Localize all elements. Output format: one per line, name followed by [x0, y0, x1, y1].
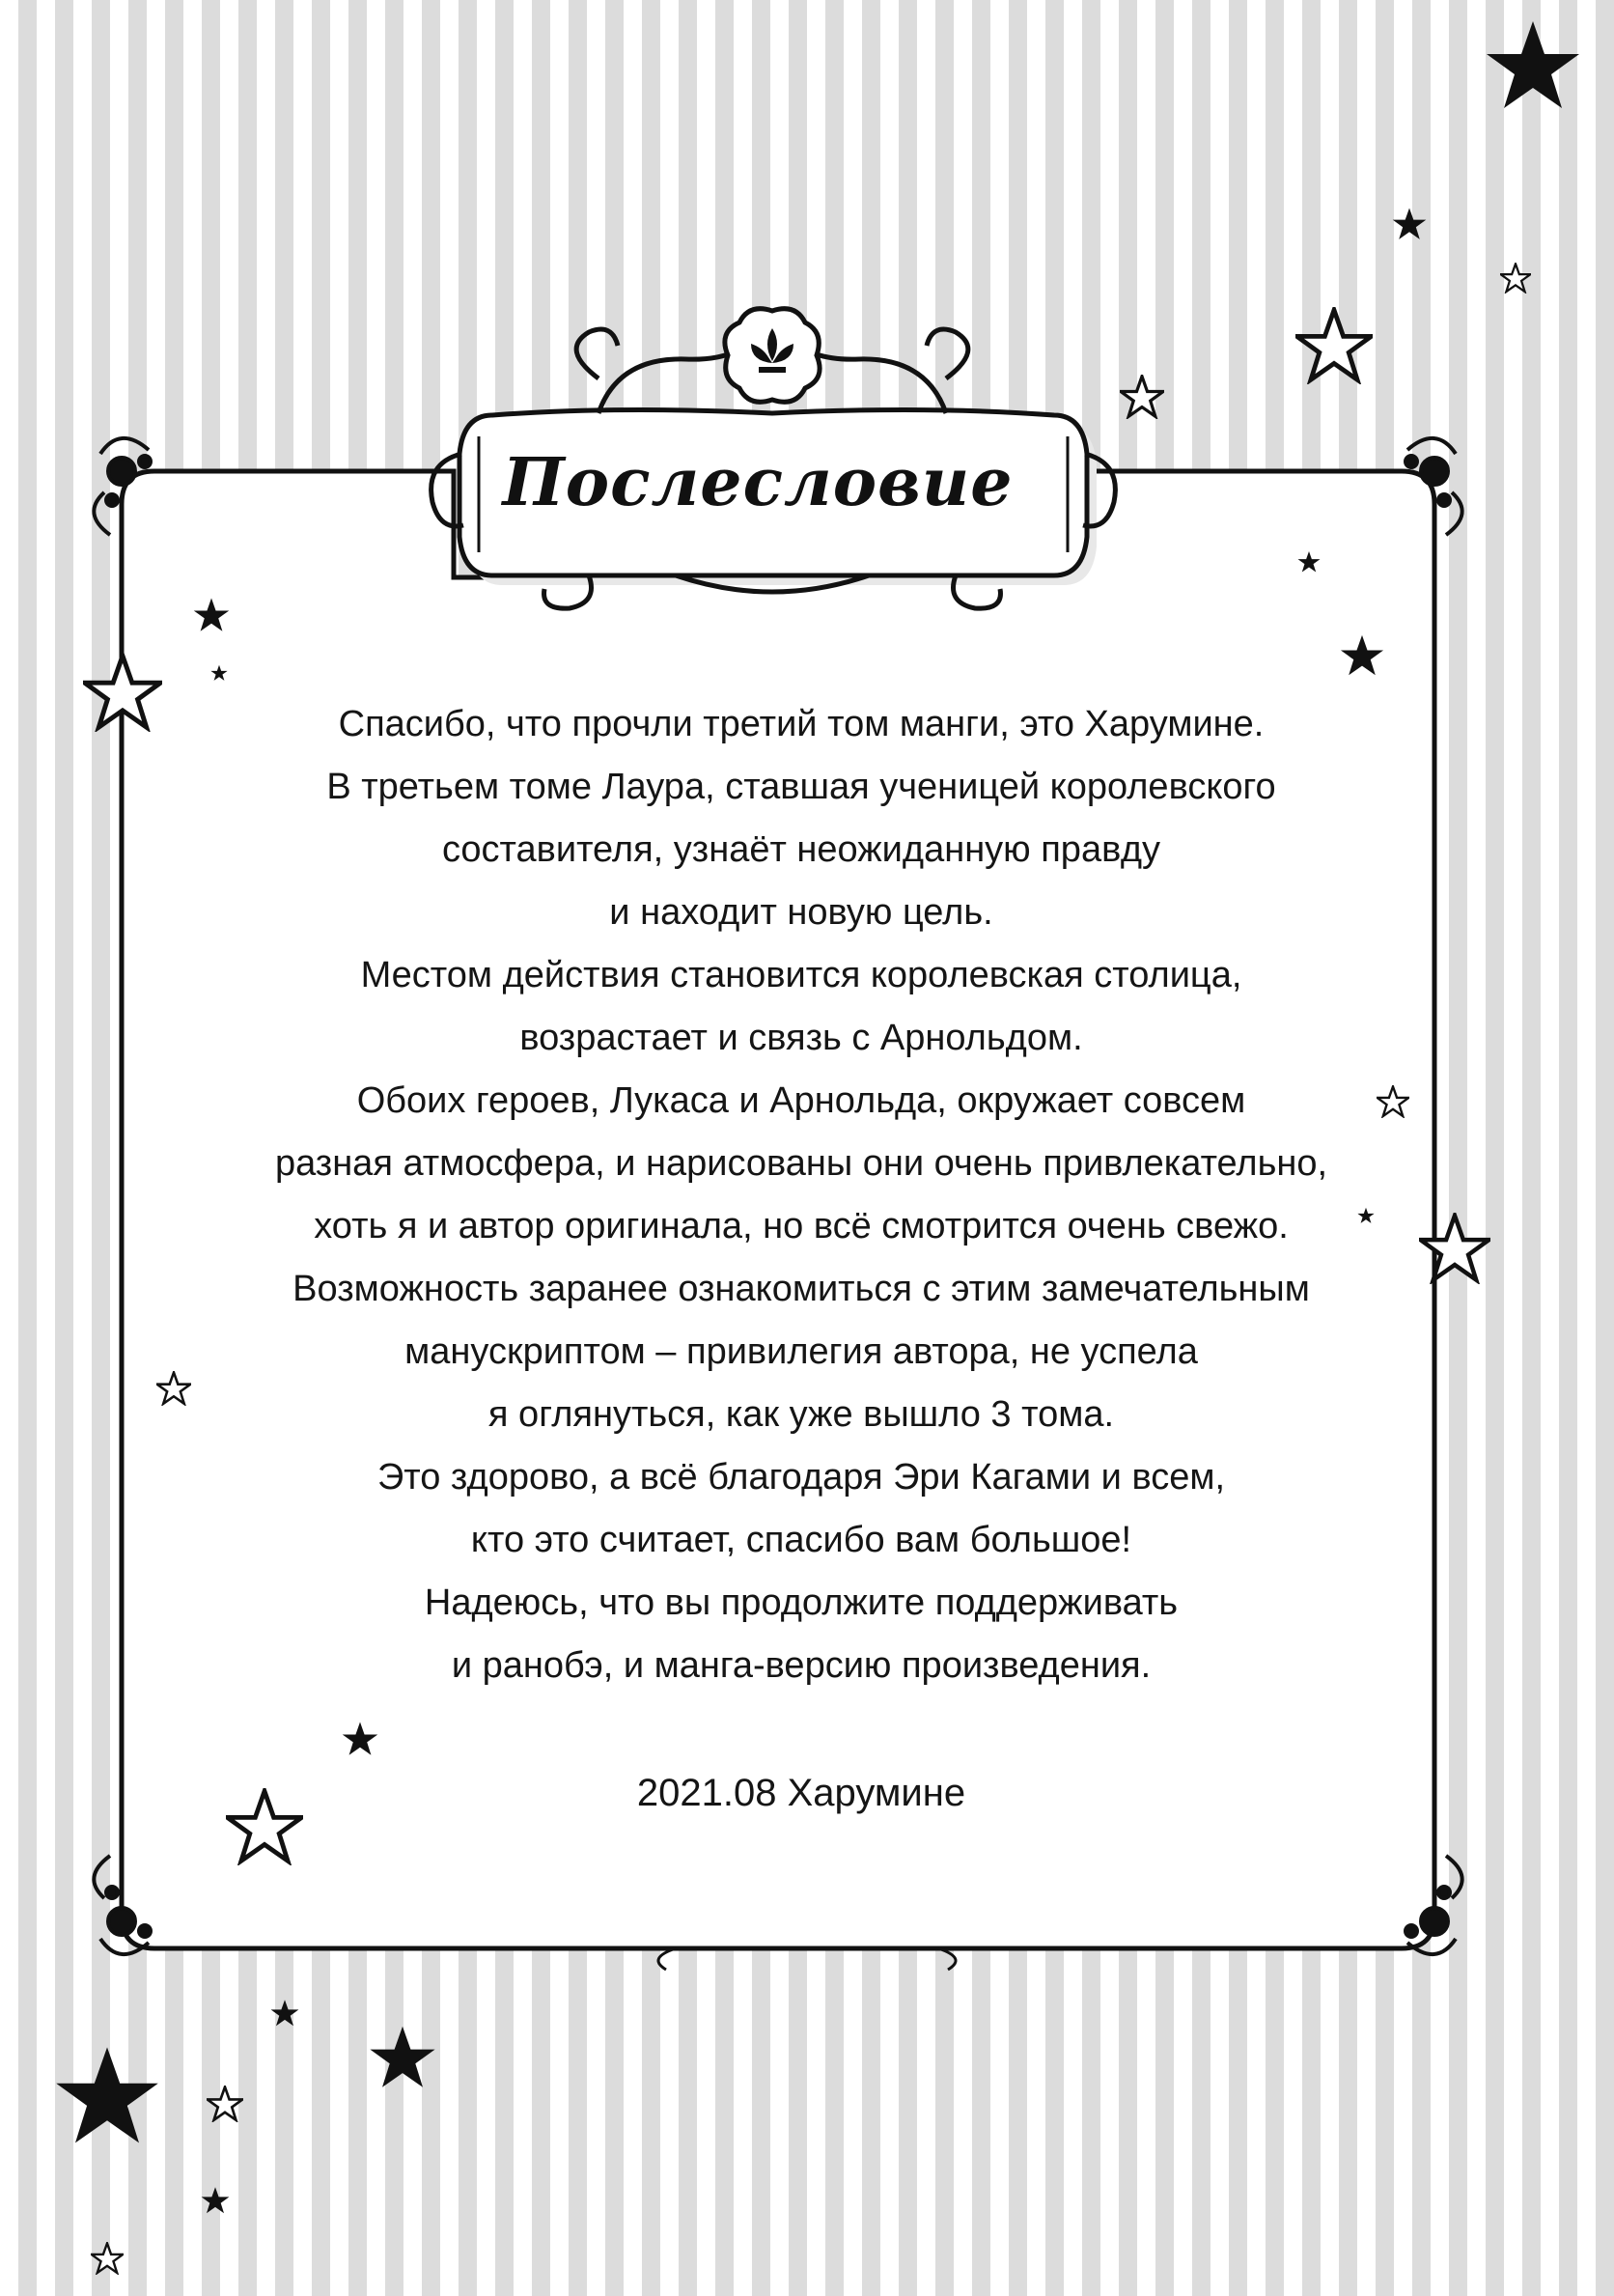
text-line: разная атмосфера, и нарисованы они очень привлекательно,	[274, 1143, 1328, 1184]
star-icon	[210, 664, 228, 682]
signature: 2021.08 Харумине	[636, 1772, 966, 1814]
star-icon	[207, 2086, 243, 2122]
fleur-de-lis-icon	[725, 309, 820, 403]
text-line: Надеюсь, что вы продолжите поддерживать	[424, 1582, 1179, 1623]
text-line: манускриптом – привилегия автора, не успела	[404, 1331, 1198, 1372]
star-icon	[91, 2242, 124, 2275]
text-line: Местом действия становится королевская столица,	[360, 955, 1242, 995]
text-line: Обоих героев, Лукаса и Арнольда, окружает совсем	[356, 1080, 1246, 1121]
star-icon	[54, 2043, 160, 2149]
star-icon	[1419, 1213, 1490, 1284]
star-icon	[342, 1721, 378, 1757]
bottom-scroll-ornament	[658, 1948, 956, 1970]
page-title: Послесловие	[502, 444, 1014, 521]
text-line: В третьем томе Лаура, ставшая ученицей королевского	[326, 767, 1276, 807]
star-icon	[1120, 375, 1164, 419]
star-icon	[1340, 633, 1384, 678]
text-line: Это здорово, а всё благодаря Эри Кагами и всем,	[376, 1457, 1226, 1498]
star-icon	[201, 2186, 230, 2215]
text-line: и находит новую цель.	[609, 892, 993, 933]
text-line: хоть я и автор оригинала, но всё смотрится очень свежо.	[314, 1206, 1289, 1246]
star-icon	[83, 653, 162, 732]
star-icon	[270, 1999, 299, 2028]
text-line: кто это считает, спасибо вам большое!	[470, 1520, 1132, 1560]
text-line: составителя, узнаёт неожиданную правду	[441, 829, 1161, 870]
text-line: и ранобэ, и манга-версию произведения.	[451, 1645, 1152, 1686]
star-icon	[226, 1788, 303, 1865]
text-line: Спасибо, что прочли третий том манги, это Харумине.	[338, 704, 1265, 744]
text-line: я оглянуться, как уже вышло 3 тома.	[487, 1394, 1115, 1435]
afterword-text	[174, 693, 1429, 1697]
text-line: Возможность заранее ознакомиться с этим замечательным	[292, 1269, 1310, 1309]
star-icon	[1297, 550, 1321, 574]
star-icon	[1295, 307, 1373, 384]
text-line: возрастает и связь с Арнольдом.	[519, 1018, 1083, 1058]
star-icon	[369, 2024, 436, 2091]
star-icon	[1500, 263, 1531, 294]
star-icon	[1485, 17, 1581, 114]
star-icon	[1392, 207, 1427, 241]
star-icon	[193, 597, 230, 633]
